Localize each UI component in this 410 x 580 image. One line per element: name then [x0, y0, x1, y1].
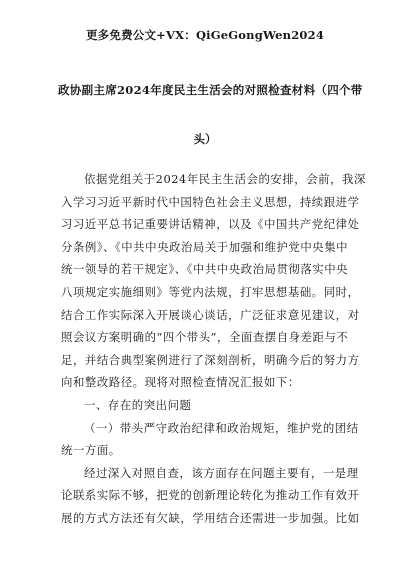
paragraph-line: 入学习习近平新时代中国特色社会主义思想，持续跟进学: [61, 194, 360, 209]
paragraph-line: 分条例》、《中共中央政治局关于加强和维护党中央集中: [61, 239, 349, 254]
section-heading: 一、存在的突出问题: [84, 397, 192, 412]
document-body: [61, 168, 366, 530]
paragraph-line: 结合工作实际深入开展谈心谈话，广泛征求意见建议，对: [61, 307, 360, 322]
header-watermark: 更多免费公文+VX：QiGeGongWen2024: [85, 28, 325, 42]
paragraph-line: 八项规定实施细则》等党内法规，打牢思想基础。同时，: [61, 284, 360, 299]
document-title-continued: 头）: [193, 132, 217, 146]
document-title: 政协副主席2024年度民主生活会的对照检查材料（四个带: [58, 83, 363, 97]
paragraph-line: 经过深入对照自查，该方面存在问题主要有，一是理: [84, 465, 359, 480]
paragraph-line: 依据党组关于2024年民主生活会的安排，会前，我深: [84, 172, 366, 186]
paragraph-line: 向和整改路径。现将对照检查情况汇报如下：: [61, 375, 300, 390]
subsection-heading: （一）带头严守政治纪律和政治规矩，维护党的团结: [84, 420, 359, 435]
paragraph-line: 统一方面。: [61, 443, 121, 458]
paragraph-line: 展的方式方法还有欠缺，学用结合还需进一步加强。比如: [61, 510, 360, 525]
paragraph-line: 习习近平总书记重要讲话精神，以及《中国共产党纪律处: [61, 217, 360, 232]
paragraph-line: 统一领导的若干规定》、《中共中央政治局贯彻落实中央: [61, 262, 349, 277]
paragraph-line: 照会议方案明确的“四个带头”，全面查摆自身差距与不: [61, 330, 349, 345]
paragraph-line: 论联系实际不够，把党的创新理论转化为推动工作有效开: [61, 488, 360, 503]
paragraph-line: 足，并结合典型案例进行了深刻剖析，明确今后的努力方: [61, 352, 360, 367]
